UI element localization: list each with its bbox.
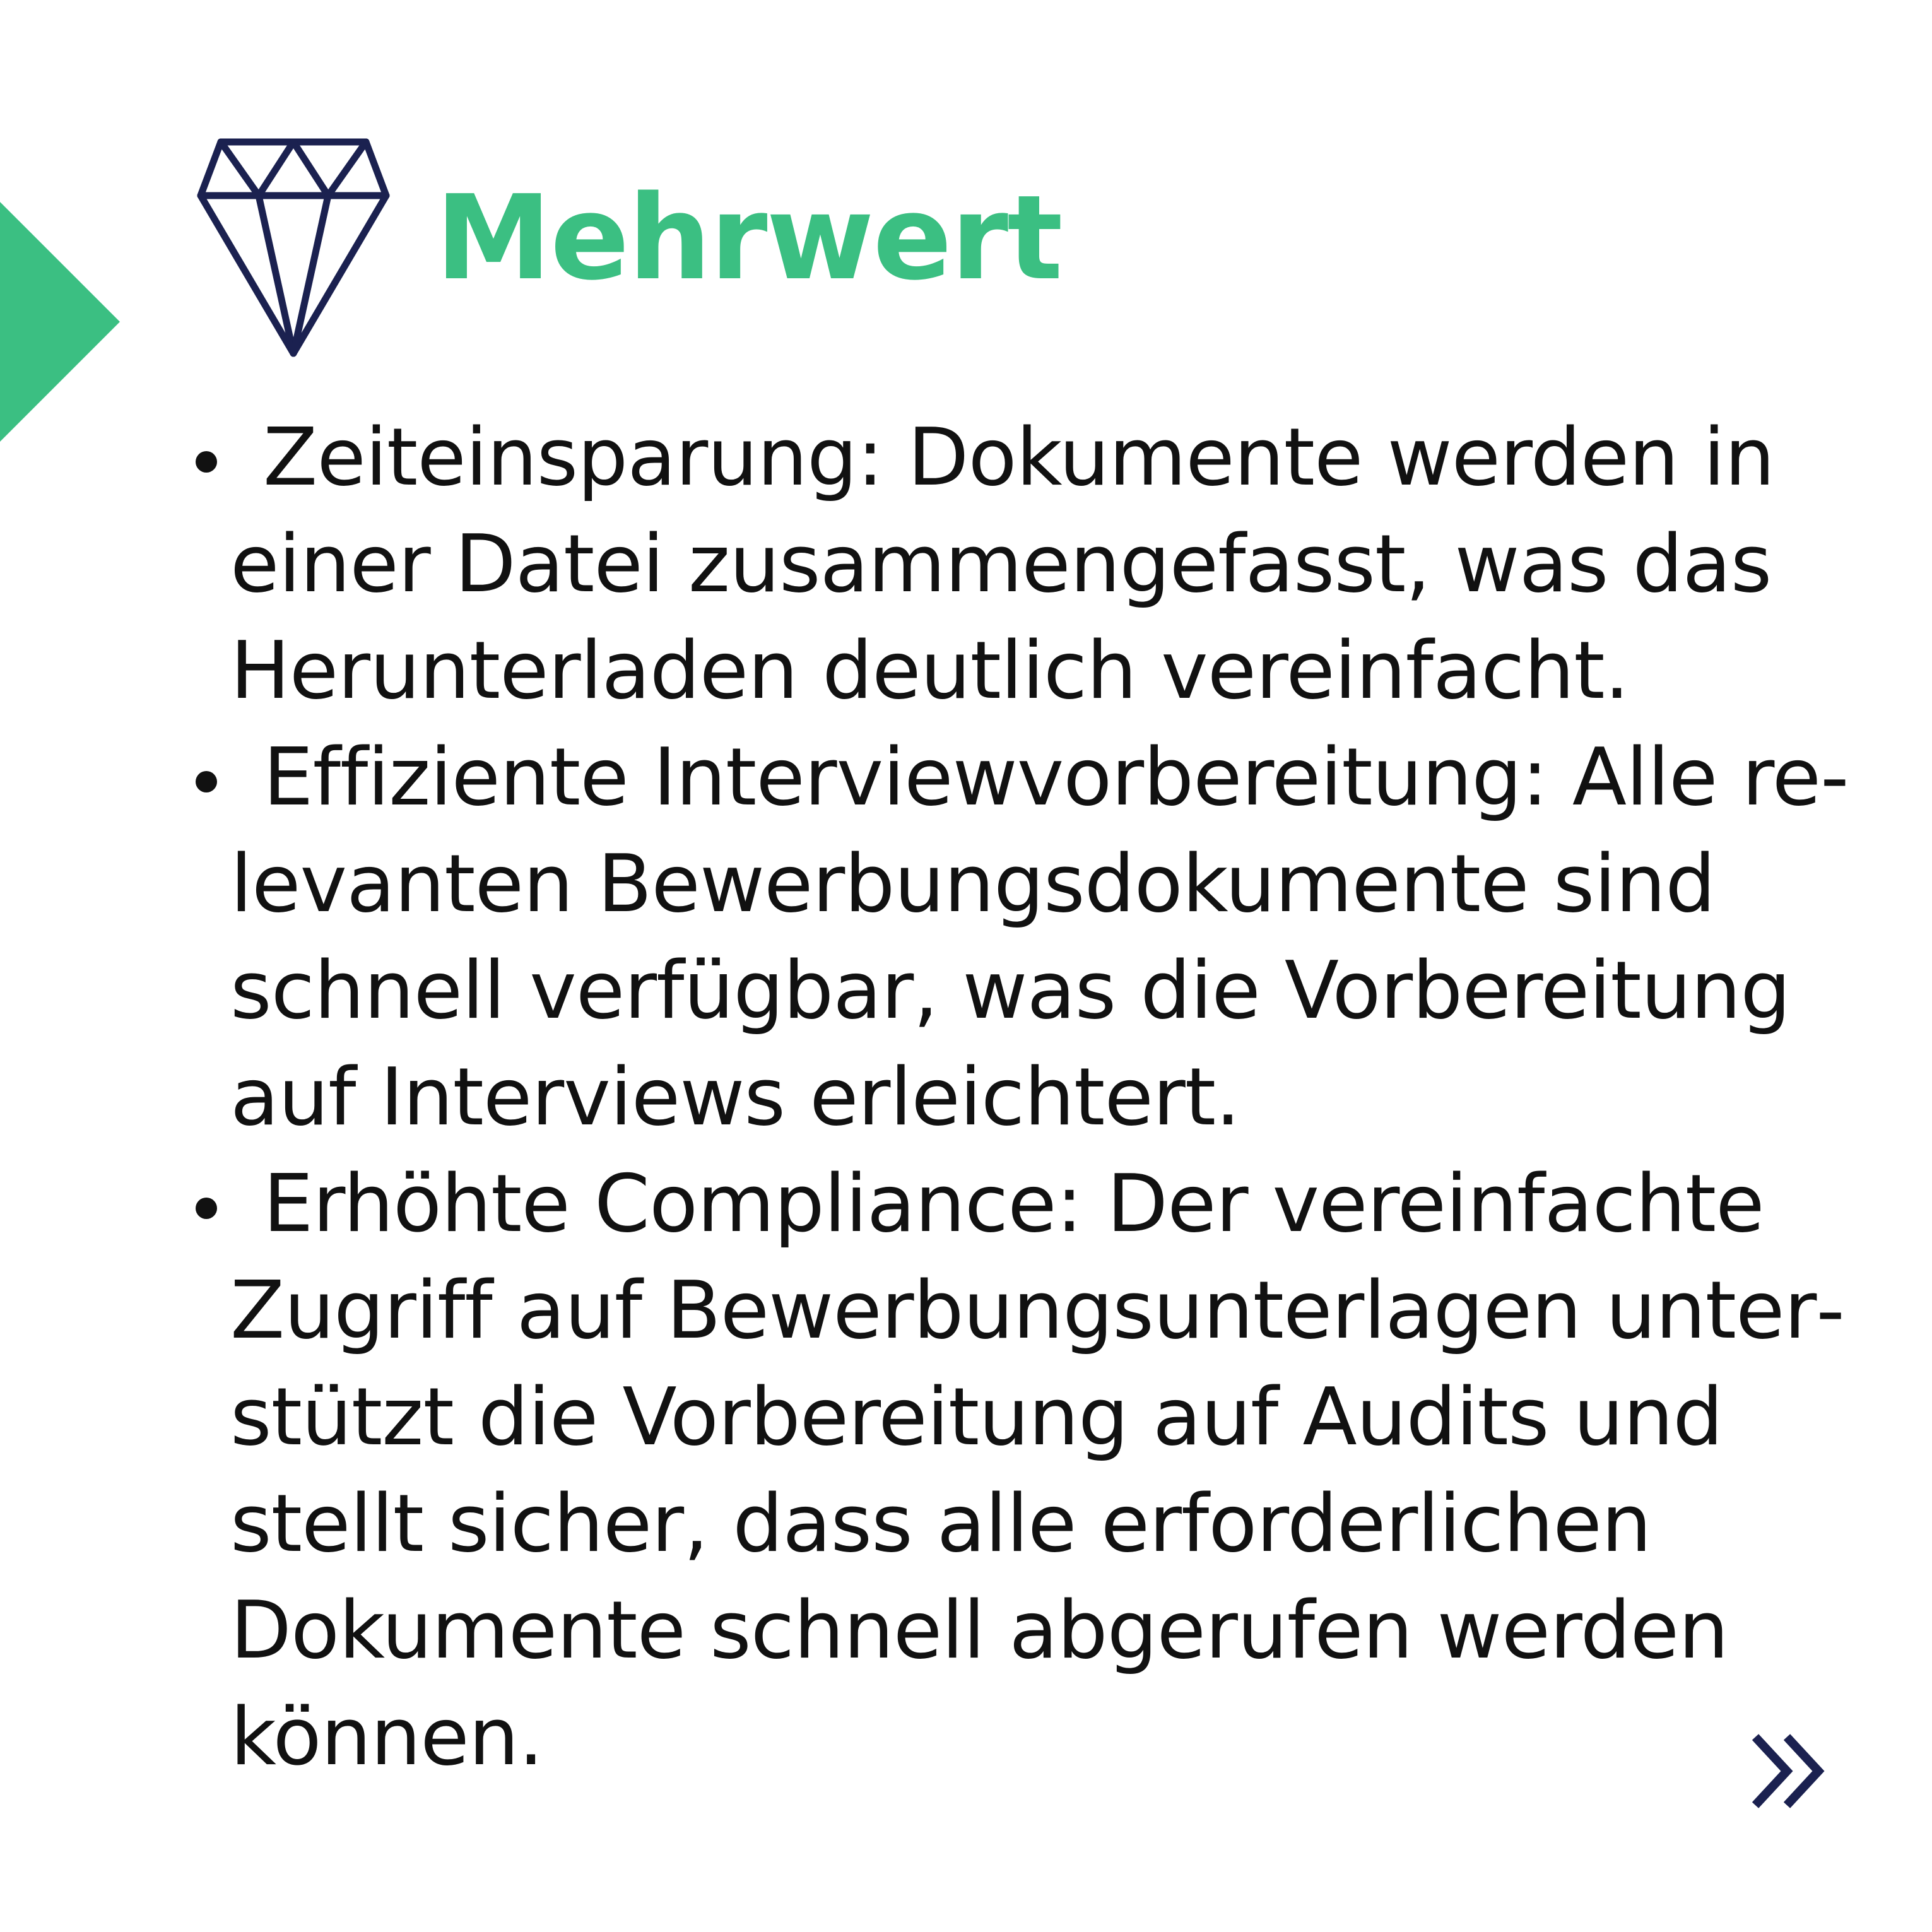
green-triangle-marker xyxy=(0,202,120,442)
page-title: Mehrwert xyxy=(435,170,1062,306)
list-item-text: Zeiteinsparung: Dokumente werden in einer Datei zusammengefasst, was das Herunterladen deutlich vereinfacht. xyxy=(230,411,1775,717)
bullet-icon xyxy=(196,451,217,473)
benefit-list xyxy=(192,404,1883,1790)
list-item xyxy=(192,724,1883,1150)
list-item-text: Erhöhte Compliance: Der vereinfachte Zugriff auf Bewerbungsunterlagen unterstützt die Vorbereitung auf Audits und stellt sicher, dass alle erforderlichen Dokumente schnell abgerufen werden können. xyxy=(230,1157,1845,1783)
list-item xyxy=(192,1150,1883,1790)
list-item xyxy=(192,404,1883,724)
bullet-icon xyxy=(196,1198,217,1219)
diamond-icon xyxy=(196,136,391,360)
bullet-icon xyxy=(196,771,217,792)
list-item-text: Effiziente Interviewvorbereitung: Alle relevanten Bewerbungsdokumente sind schnell verfügbar, was die Vorbereitung auf Interviews erleichtert. xyxy=(230,731,1849,1143)
double-chevron-right-icon[interactable] xyxy=(1748,1732,1830,1811)
